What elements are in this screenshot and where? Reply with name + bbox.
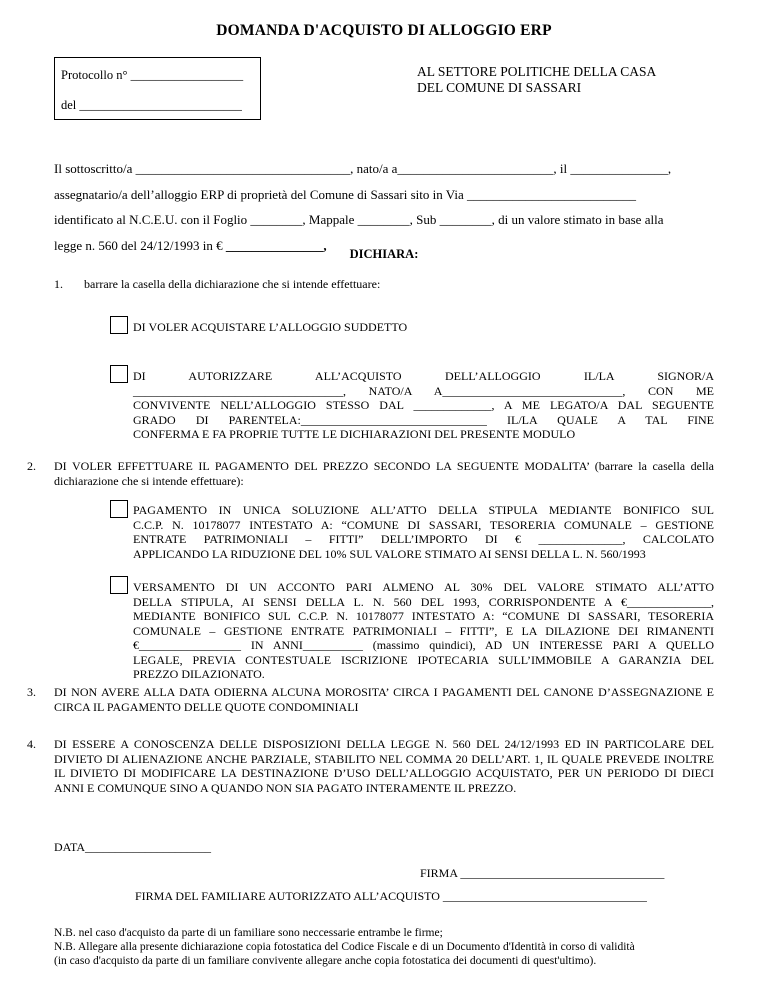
page-title: DOMANDA D'ACQUISTO DI ALLOGGIO ERP	[216, 22, 552, 39]
note-line-2: N.B. Allegare alla presente dichiarazione copia fotostatica del Codice Fiscale e di un Documento d'Identità in corso di validità	[54, 941, 635, 953]
recipient-line-2: DEL COMUNE DI SASSARI	[417, 80, 582, 95]
protocol-box	[54, 57, 261, 120]
item-3-text: DI NON AVERE ALLA DATA ODIERNA ALCUNA MOROSITA’ CIRCA I PAGAMENTI DEL CANONE D’ASSEGNAZIONE E CIRCA IL PAGAMENTO DELLE QUOTE CONDOMINIALI	[54, 685, 714, 714]
item-2-number: 2.	[27, 459, 36, 473]
family-signature-field[interactable]: FIRMA DEL FAMILIARE AUTORIZZATO ALL’ACQUISTO __________________________________	[135, 889, 647, 903]
item-1-number: 1.	[54, 277, 63, 291]
option-b-line-5: CONFERMA E FA PROPRIE TUTTE LE DICHIARAZIONI DEL PRESENTE MODULO	[133, 427, 576, 441]
option-b-line-4[interactable]: GRADO DI PARENTELA:_______________________________ IL/LA QUALE A TAL FINE	[133, 412, 714, 427]
option-b-line-3[interactable]: CONVIVENTE NELL’ALLOGGIO STESSO DAL _____________, A ME LEGATO/A DAL SEGUENTE	[133, 398, 714, 412]
checkbox-pagamento-unico[interactable]	[110, 500, 128, 518]
recipient-line-1: AL SETTORE POLITICHE DELLA CASA	[417, 64, 657, 79]
estimated-value-field[interactable]: _______________,	[225, 237, 327, 253]
pay-a-line-4: APPLICANDO LA RIDUZIONE DEL 10% SUL VALORE STIMATO AI SENSI DELLA L. N. 560/1993	[133, 546, 646, 561]
applicant-line-2[interactable]: assegnatario/a dell’alloggio ERP di proprietà del Comune di Sassari sito in Via __________________________	[54, 186, 636, 202]
option-pagamento-rateale	[133, 580, 714, 682]
signature-field[interactable]: FIRMA __________________________________	[420, 866, 665, 880]
dichiara-heading: DICHIARA:	[349, 247, 419, 261]
pay-b-line-4: COMUNALE – GESTIONE ENTRATE PATRIMONIALI – FITTI”, E LA DILAZIONE DEI RIMANENTI	[133, 623, 714, 638]
item-4-text: DI ESSERE A CONOSCENZA DELLE DISPOSIZIONI DELLA LEGGE N. 560 DEL 24/12/1993 ED IN PARTICOLARE DEL DIVIETO DI ALIENAZIONE ANCHE PARZIALE, STABILITO NEL COMMA 20 DELL’ART. 1, IL QUALE PREVEDE INOLTRE IL DIVIETO DI MODIFICARE LA DESTINAZIONE D’USO DELL’ALLOGGIO ACQUISTATO, PER UN PERIODO DI DIECI ANNI E COMUNQUE SINO A QUANDO NON SIA PAGATO INTERAMENTE IL PREZZO.	[54, 737, 714, 795]
note-line-1: N.B. nel caso d'acquisto da parte di un familiare sono neccessarie entrambe le firme;	[54, 927, 443, 939]
item-3-number: 3.	[27, 685, 36, 699]
note-line-3: (in caso d'acquisto da parte di un familiare convivente allegare anche copia fotostatica dei documenti di quest'ultimo).	[54, 955, 597, 967]
pay-b-line-1: VERSAMENTO DI UN ACCONTO PARI ALMENO AL 30% DEL VALORE STIMATO ALL’ATTO	[133, 580, 714, 594]
pay-b-line-3: MEDIANTE BONIFICO SUL C.C.P. N. 10178077 INTESTATO A: “COMUNE DI SASSARI, TESORERIA	[133, 609, 714, 623]
item-1-text: barrare la casella della dichiarazione che si intende effettuare:	[84, 277, 381, 291]
protocol-date-field[interactable]: del __________________________	[61, 98, 242, 112]
option-b-line-1: DI AUTORIZZARE ALL’ACQUISTO DELL’ALLOGGIO IL/LA SIGNOR/A	[133, 369, 714, 383]
protocol-number-field[interactable]: Protocollo n° __________________	[61, 68, 244, 82]
pay-b-line-7: PREZZO DILAZIONATO.	[133, 667, 265, 681]
estimated-value-label: legge n. 560 del 24/12/1993 in €	[54, 237, 223, 253]
pay-a-line-2: C.C.P. N. 10178077 INTESTATO A: “COMUNE DI SASSARI, TESORERIA COMUNALE – GESTIONE	[133, 517, 714, 532]
checkbox-acquisto-diretto[interactable]	[110, 316, 128, 334]
checkbox-pagamento-rateale[interactable]	[110, 576, 128, 594]
pay-b-line-6: LEGALE, PREVIA CONTESTUALE ISCRIZIONE IPOTECARIA SULL’IMMOBILE A GARANZIA DEL	[133, 652, 714, 667]
applicant-details	[54, 156, 714, 258]
option-autorizza-familiare	[133, 369, 714, 442]
pay-a-line-1: PAGAMENTO IN UNICA SOLUZIONE ALL’ATTO DELLA STIPULA MEDIANTE BONIFICO SUL	[133, 503, 714, 517]
pay-b-line-5[interactable]: €_________________ IN ANNI__________ (massimo quindici), AD UN INTERESSE PARI A QUELLO	[133, 638, 714, 652]
checkbox-autorizza-familiare[interactable]	[110, 365, 128, 383]
option-acquisto-diretto: DI VOLER ACQUISTARE L’ALLOGGIO SUDDETTO	[133, 320, 408, 334]
date-field[interactable]: DATA_____________________	[54, 840, 212, 854]
applicant-line-1[interactable]: Il sottoscritto/a _________________________________, nato/a a________________________, il _______________,	[54, 161, 672, 176]
item-2-text: DI VOLER EFFETTUARE IL PAGAMENTO DEL PREZZO SECONDO LA SEGUENTE MODALITA’ (barrare la casella della dichiarazione che si intende effettuare):	[54, 459, 714, 488]
pay-b-line-2[interactable]: DELLA STIPULA, AI SENSI DELLA L. N. 560 DEL 1993, CORRISPONDENTE A €______________,	[133, 594, 714, 609]
pay-a-line-3[interactable]: ENTRATE PATRIMONIALI – FITTI” DELL’IMPORTO DI € ______________, CALCOLATO	[133, 532, 714, 546]
notes	[54, 926, 635, 968]
option-b-line-2[interactable]: ___________________________________, NATO/A A______________________________, CON ME	[133, 383, 714, 398]
applicant-line-3[interactable]: identificato al N.C.E.U. con il Foglio ________, Mappale ________, Sub ________, di un valore stimato in base alla	[54, 212, 664, 227]
recipient-address	[417, 64, 656, 96]
option-pagamento-unico	[133, 503, 714, 561]
item-4-number: 4.	[27, 737, 36, 751]
